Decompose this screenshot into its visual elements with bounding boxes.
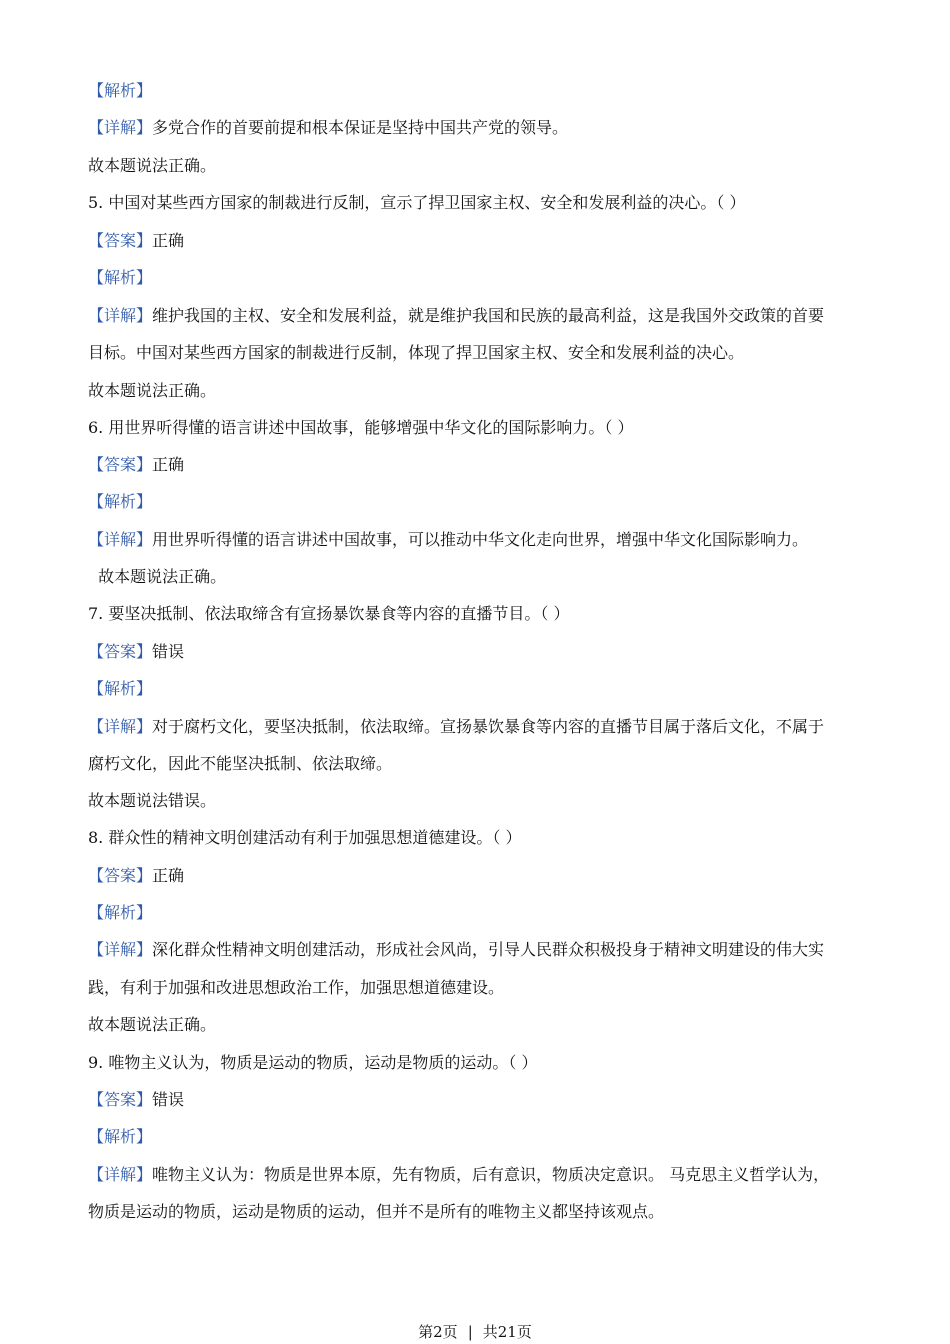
conclusion-text: 故本题说法正确。 — [88, 381, 217, 400]
question-7: 7. 要坚决抵制、依法取缔含有宣扬暴饮暴食等内容的直播节目。（ ） — [88, 604, 570, 623]
detail-text: 维护我国的主权、安全和发展利益，就是维护我国和民族的最高利益，这是我国外交政策的首要 — [152, 306, 825, 325]
detail-text: 用世界听得懂的语言讲述中国故事，可以推动中华文化走向世界，增强中华文化国际影响力。 — [152, 530, 809, 549]
analysis-tag: 【解析】 — [88, 903, 153, 922]
question-6: 6. 用世界听得懂的语言讲述中国故事，能够增强中华文化的国际影响力。（ ） — [88, 418, 634, 437]
analysis-tag: 【解析】 — [88, 81, 153, 100]
page-footer — [0, 1322, 950, 1342]
detail-paragraph — [88, 529, 868, 551]
answer-5 — [88, 230, 868, 252]
detail-tag: 【详解】 — [88, 1165, 153, 1184]
conclusion-text: 故本题说法错误。 — [88, 791, 217, 810]
detail-tag: 【详解】 — [88, 940, 153, 959]
answer-tag: 【答案】 — [88, 231, 153, 250]
detail-paragraph — [88, 117, 868, 139]
detail-continuation: 腐朽文化，因此不能坚决抵制、依法取缔。 — [88, 754, 393, 773]
detail-continuation: 目标。中国对某些西方国家的制裁进行反制，体现了捍卫国家主权、安全和发展利益的决心。 — [88, 343, 745, 362]
question-9: 9. 唯物主义认为，物质是运动的物质，运动是物质的运动。（ ） — [88, 1053, 538, 1072]
detail-tag: 【详解】 — [88, 530, 153, 549]
analysis-tag: 【解析】 — [88, 268, 153, 287]
question-5: 5. 中国对某些西方国家的制裁进行反制，宣示了捍卫国家主权、安全和发展利益的决心。（ ） — [88, 193, 746, 212]
detail-paragraph — [88, 1164, 868, 1186]
answer-tag: 【答案】 — [88, 455, 153, 474]
analysis-tag: 【解析】 — [88, 1127, 153, 1146]
conclusion-text: 故本题说法正确。 — [88, 567, 227, 586]
page-total: 共21页 — [482, 1323, 532, 1341]
detail-paragraph — [88, 939, 868, 961]
answer-tag: 【答案】 — [88, 1090, 153, 1109]
detail-text: 对于腐朽文化，要坚决抵制，依法取缔。宣扬暴饮暴食等内容的直播节目属于落后文化，不属于 — [152, 717, 825, 736]
conclusion-text: 故本题说法正确。 — [88, 156, 217, 175]
answer-9 — [88, 1089, 868, 1111]
analysis-heading — [88, 678, 868, 700]
detail-paragraph — [88, 305, 868, 327]
answer-value: 正确 — [152, 231, 185, 250]
analysis-tag: 【解析】 — [88, 679, 153, 698]
answer-tag: 【答案】 — [88, 866, 153, 885]
answer-tag: 【答案】 — [88, 642, 153, 661]
detail-text: 深化群众性精神文明创建活动，形成社会风尚，引导人民群众积极投身于精神文明建设的伟大实 — [152, 940, 825, 959]
detail-tag: 【详解】 — [88, 306, 153, 325]
page-number: 第2页 — [418, 1323, 458, 1341]
footer-separator: | — [467, 1323, 473, 1341]
question-8: 8. 群众性的精神文明创建活动有利于加强思想道德建设。（ ） — [88, 828, 522, 847]
answer-value: 正确 — [152, 866, 185, 885]
detail-continuation: 践，有利于加强和改进思想政治工作，加强思想道德建设。 — [88, 978, 505, 997]
detail-continuation: 物质是运动的物质，运动是物质的运动，但并不是所有的唯物主义都坚持该观点。 — [88, 1202, 665, 1221]
analysis-heading — [88, 491, 868, 513]
analysis-heading — [88, 80, 868, 102]
detail-tag: 【详解】 — [88, 717, 153, 736]
detail-tag: 【详解】 — [88, 118, 153, 137]
detail-text: 唯物主义认为：物质是世界本原，先有物质，后有意识，物质决定意识。 马克思主义哲学认为， — [152, 1165, 830, 1184]
analysis-heading — [88, 902, 868, 924]
detail-text: 多党合作的首要前提和根本保证是坚持中国共产党的领导。 — [152, 118, 569, 137]
analysis-tag: 【解析】 — [88, 492, 153, 511]
answer-7 — [88, 641, 868, 663]
answer-value: 正确 — [152, 455, 185, 474]
detail-paragraph — [88, 716, 868, 738]
analysis-heading — [88, 1126, 868, 1148]
answer-8 — [88, 865, 868, 887]
analysis-heading — [88, 267, 868, 289]
conclusion-text: 故本题说法正确。 — [88, 1015, 217, 1034]
answer-6 — [88, 454, 868, 476]
answer-value: 错误 — [152, 1090, 185, 1109]
answer-value: 错误 — [152, 642, 185, 661]
